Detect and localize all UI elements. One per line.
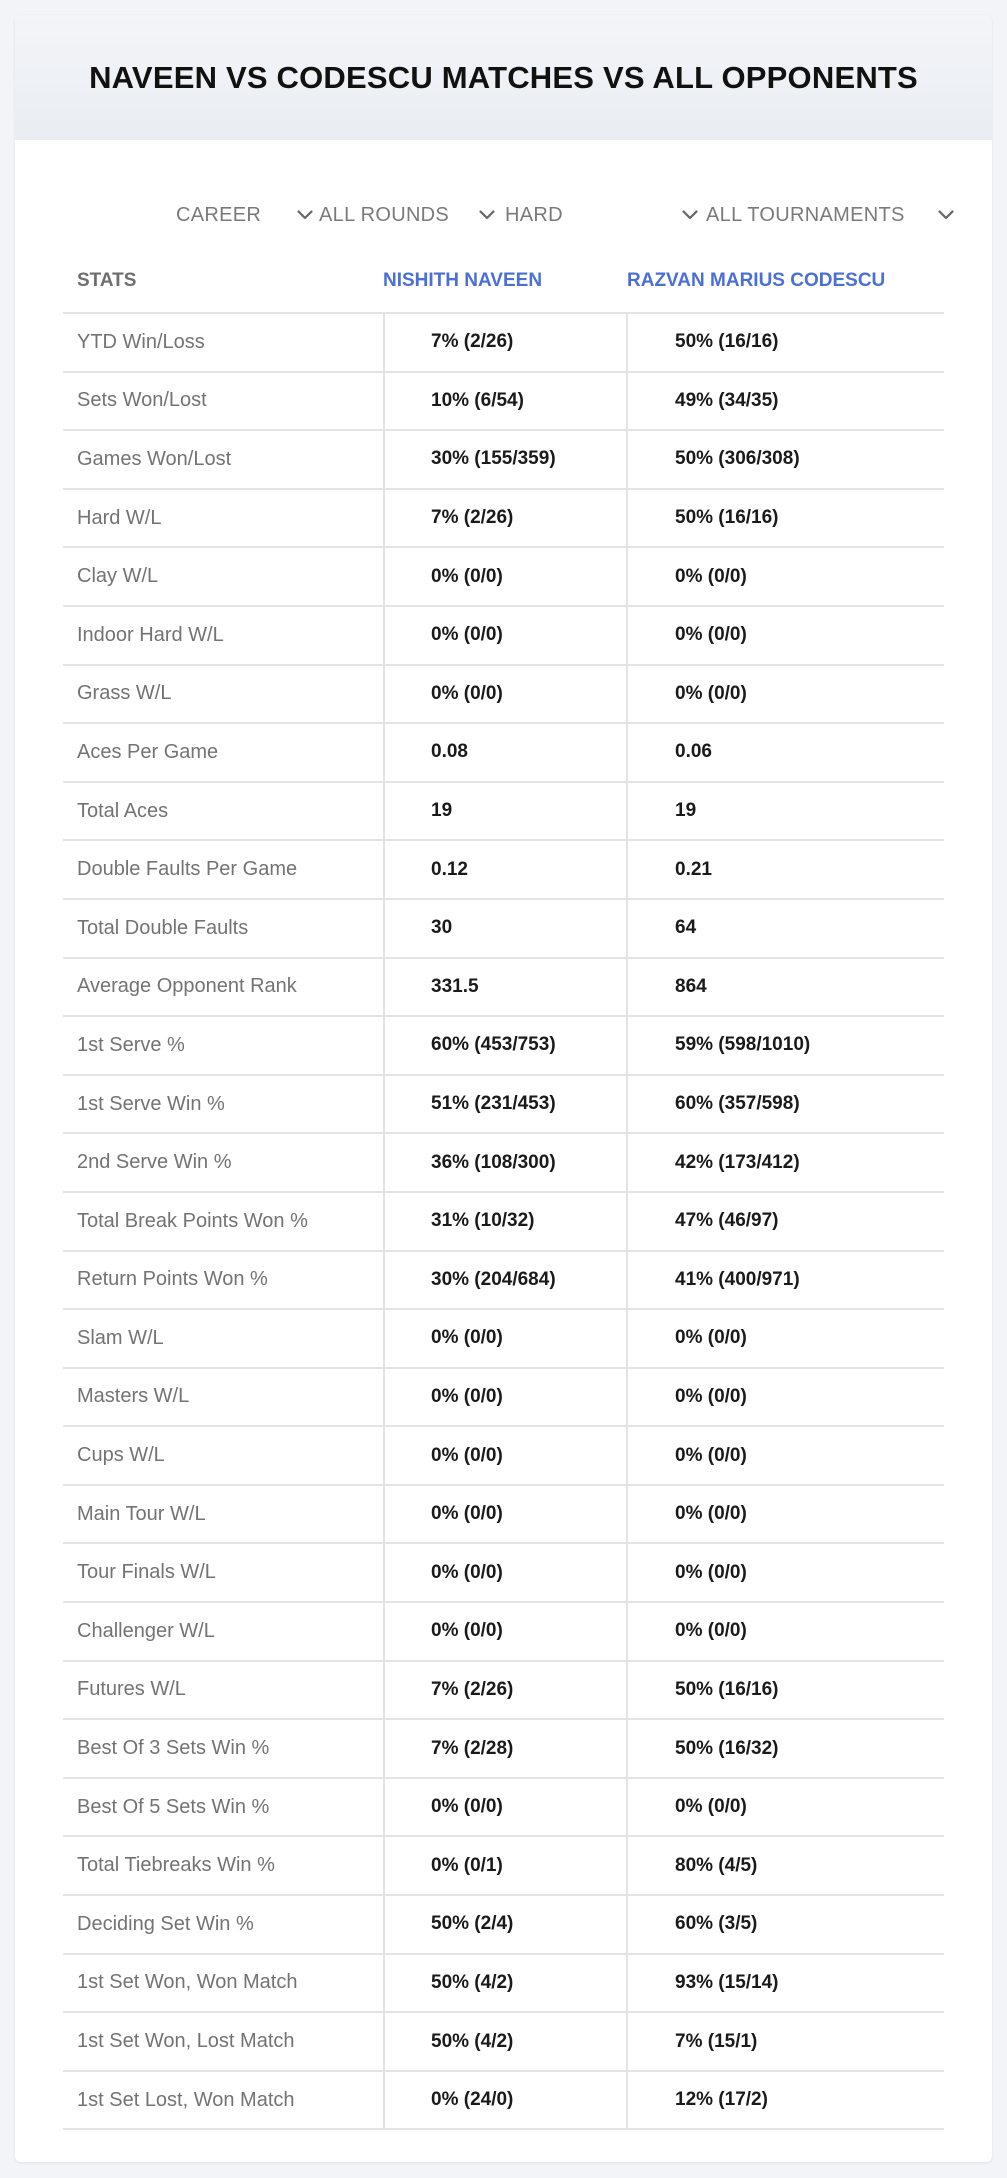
table-row [63, 666, 944, 725]
column-divider [626, 373, 628, 430]
table-row [63, 1252, 944, 1311]
player2-stat-value: 0.21 [675, 858, 712, 880]
column-divider [383, 2072, 385, 2129]
player2-stat-value: 93% (15/14) [675, 1971, 779, 1993]
stats-column-header: STATS [77, 270, 137, 291]
player2-stat-value: 0% (0/0) [675, 1444, 747, 1466]
column-divider [626, 1369, 628, 1426]
player2-stat-value: 80% (4/5) [675, 1854, 758, 1876]
player1-stat-value: 0% (0/1) [431, 1854, 503, 1876]
player2-stat-value: 864 [675, 975, 707, 997]
stat-label: Cups W/L [77, 1444, 165, 1467]
column-divider [626, 1486, 628, 1543]
column-divider [383, 666, 385, 723]
column-divider [626, 1193, 628, 1250]
column-divider [626, 1134, 628, 1191]
table-row [63, 783, 944, 842]
column-divider [383, 1252, 385, 1309]
column-divider [626, 900, 628, 957]
table-row [63, 2013, 944, 2072]
column-divider [383, 724, 385, 781]
player2-stat-value: 47% (46/97) [675, 1210, 779, 1232]
column-divider [383, 1134, 385, 1191]
stat-label: Masters W/L [77, 1385, 190, 1408]
table-row [63, 841, 944, 900]
player1-stat-value: 331.5 [431, 975, 479, 997]
player1-stat-value: 7% (2/26) [431, 1678, 514, 1700]
table-row [63, 1603, 944, 1662]
player2-stat-value: 50% (306/308) [675, 448, 800, 470]
filter-tournament-label: ALL TOURNAMENTS [706, 203, 905, 226]
column-divider [383, 1544, 385, 1601]
player2-stat-value: 59% (598/1010) [675, 1034, 811, 1056]
player1-stat-value: 0% (0/0) [431, 565, 503, 587]
table-row [63, 1779, 944, 1838]
table-header [63, 248, 944, 314]
column-divider [626, 1017, 628, 1074]
table-row [63, 1720, 944, 1779]
player2-stat-value: 60% (357/598) [675, 1093, 800, 1115]
column-divider [626, 1076, 628, 1133]
table-row [63, 548, 944, 607]
column-divider [626, 1310, 628, 1367]
table-row [63, 1017, 944, 1076]
stat-label: Main Tour W/L [77, 1502, 206, 1525]
column-divider [383, 1662, 385, 1719]
stat-label: 1st Serve % [77, 1033, 185, 1056]
column-divider [383, 1369, 385, 1426]
page-title: NAVEEN VS CODESCU MATCHES VS ALL OPPONENTS [89, 59, 918, 95]
player2-stat-value: 50% (16/16) [675, 1678, 779, 1700]
player1-stat-value: 50% (4/2) [431, 2030, 514, 2052]
filter-surface-label: HARD [505, 203, 563, 226]
player2-stat-value: 0% (0/0) [675, 1503, 747, 1525]
column-divider [626, 1544, 628, 1601]
stat-label: Best Of 3 Sets Win % [77, 1737, 270, 1760]
player1-stat-value: 0% (0/0) [431, 1561, 503, 1583]
player2-stat-value: 60% (3/5) [675, 1913, 758, 1935]
player1-stat-value: 51% (231/453) [431, 1093, 556, 1115]
column-divider [383, 783, 385, 840]
filter-round-select[interactable] [319, 190, 496, 240]
player2-stat-value: 49% (34/35) [675, 389, 779, 411]
table-row [63, 959, 944, 1018]
stat-label: Total Double Faults [77, 916, 249, 939]
column-divider [383, 373, 385, 430]
player2-stat-value: 19 [675, 800, 697, 822]
column-divider [626, 1720, 628, 1777]
column-divider [383, 900, 385, 957]
table-row [63, 607, 944, 666]
player1-stat-value: 30% (155/359) [431, 448, 556, 470]
column-divider [626, 1662, 628, 1719]
player1-stat-value: 7% (2/26) [431, 507, 514, 529]
stat-label: Total Aces [77, 799, 169, 822]
table-row [63, 1837, 944, 1896]
stat-label: Slam W/L [77, 1326, 164, 1349]
table-row [63, 431, 944, 490]
column-divider [383, 1486, 385, 1543]
column-divider [626, 1603, 628, 1660]
table-row [63, 1427, 944, 1486]
player1-stat-value: 50% (4/2) [431, 1971, 514, 1993]
player1-stat-value: 0% (0/0) [431, 1444, 503, 1466]
player2-stat-value: 0% (0/0) [675, 565, 747, 587]
column-divider [383, 431, 385, 488]
player1-stat-value: 0% (24/0) [431, 2089, 514, 2111]
player1-stat-value: 0% (0/0) [431, 1796, 503, 1818]
stat-label: Indoor Hard W/L [77, 623, 224, 646]
player2-stat-value: 42% (173/412) [675, 1151, 800, 1173]
player1-stat-value: 19 [431, 800, 453, 822]
column-divider [626, 2072, 628, 2129]
column-divider [383, 1779, 385, 1836]
stat-label: Grass W/L [77, 682, 172, 705]
filter-surface-select[interactable] [505, 190, 699, 240]
player2-stat-value: 50% (16/32) [675, 1737, 779, 1759]
column-divider [626, 1779, 628, 1836]
column-divider [383, 1896, 385, 1953]
column-divider [383, 607, 385, 664]
column-divider [383, 841, 385, 898]
stat-label: Total Tiebreaks Win % [77, 1854, 275, 1877]
player1-stat-value: 30 [431, 917, 453, 939]
column-divider [626, 607, 628, 664]
table-row [63, 724, 944, 783]
column-divider [626, 1837, 628, 1894]
player2-stat-value: 0% (0/0) [675, 1796, 747, 1818]
stat-label: Hard W/L [77, 506, 162, 529]
player2-stat-value: 41% (400/971) [675, 1268, 800, 1290]
stats-card [15, 15, 992, 2162]
player1-stat-value: 0% (0/0) [431, 1385, 503, 1407]
stat-label: Clay W/L [77, 565, 159, 588]
stat-label: 1st Set Lost, Won Match [77, 2088, 295, 2111]
player2-stat-value: 50% (16/16) [675, 507, 779, 529]
column-divider [626, 1427, 628, 1484]
chevron-down-icon [296, 206, 314, 224]
player2-stat-value: 7% (15/1) [675, 2030, 758, 2052]
table-row [63, 1076, 944, 1135]
stat-label: 1st Set Won, Lost Match [77, 2030, 295, 2053]
filter-period-label: CAREER [176, 203, 262, 226]
column-divider [626, 783, 628, 840]
table-row [63, 1369, 944, 1428]
filter-tournament-select[interactable] [706, 190, 955, 240]
column-divider [383, 1837, 385, 1894]
column-divider [383, 1017, 385, 1074]
player1-stat-value: 0% (0/0) [431, 682, 503, 704]
table-row [63, 1134, 944, 1193]
column-divider [626, 1955, 628, 2012]
column-divider [626, 1896, 628, 1953]
stat-label: Average Opponent Rank [77, 975, 297, 998]
player2-stat-value: 0% (0/0) [675, 1327, 747, 1349]
column-divider [383, 1955, 385, 2012]
player1-stat-value: 0% (0/0) [431, 1620, 503, 1642]
column-divider [383, 1427, 385, 1484]
table-row [63, 1486, 944, 1545]
stat-label: Aces Per Game [77, 740, 219, 763]
stat-label: Tour Finals W/L [77, 1561, 216, 1584]
stat-label: 2nd Serve Win % [77, 1151, 232, 1174]
filter-round-label: ALL ROUNDS [319, 203, 450, 226]
player1-stat-value: 0% (0/0) [431, 624, 503, 646]
stat-label: Double Faults Per Game [77, 858, 298, 881]
column-divider [626, 314, 628, 371]
player1-stat-value: 60% (453/753) [431, 1034, 556, 1056]
player1-stat-value: 31% (10/32) [431, 1210, 535, 1232]
player1-stat-value: 10% (6/54) [431, 389, 524, 411]
player1-stat-value: 36% (108/300) [431, 1151, 556, 1173]
filter-bar [15, 190, 992, 240]
player2-stat-value: 0% (0/0) [675, 1385, 747, 1407]
table-row [63, 314, 944, 373]
column-divider [383, 1603, 385, 1660]
player1-stat-value: 30% (204/684) [431, 1268, 556, 1290]
player2-stat-value: 12% (17/2) [675, 2089, 768, 2111]
player2-stat-value: 50% (16/16) [675, 331, 779, 353]
chevron-down-icon [681, 206, 699, 224]
player1-stat-value: 0.08 [431, 741, 468, 763]
column-divider [626, 2013, 628, 2070]
player2-stat-value: 0.06 [675, 741, 712, 763]
player1-stat-value: 0% (0/0) [431, 1503, 503, 1525]
table-row [63, 900, 944, 959]
stat-label: Best Of 5 Sets Win % [77, 1795, 270, 1818]
column-divider [383, 548, 385, 605]
player1-stat-value: 0.12 [431, 858, 468, 880]
table-row [63, 1896, 944, 1955]
column-divider [626, 431, 628, 488]
table-row [63, 1310, 944, 1369]
stat-label: YTD Win/Loss [77, 330, 205, 353]
column-divider [626, 490, 628, 547]
table-row [63, 1955, 944, 2014]
column-divider [626, 1252, 628, 1309]
stats-table [63, 248, 944, 2130]
stat-label: Sets Won/Lost [77, 389, 207, 412]
table-row [63, 1544, 944, 1603]
column-divider [626, 841, 628, 898]
column-divider [626, 666, 628, 723]
stat-label: Challenger W/L [77, 1619, 215, 1642]
player2-stat-value: 0% (0/0) [675, 624, 747, 646]
player2-stat-value: 64 [675, 917, 697, 939]
column-divider [383, 1720, 385, 1777]
column-divider [383, 959, 385, 1016]
chevron-down-icon [937, 206, 955, 224]
player2-name-link[interactable]: RAZVAN MARIUS CODESCU [627, 270, 886, 291]
stat-label: Futures W/L [77, 1678, 186, 1701]
column-divider [383, 1076, 385, 1133]
table-row [63, 490, 944, 549]
table-row [63, 373, 944, 432]
player2-stat-value: 0% (0/0) [675, 1561, 747, 1583]
player2-stat-value: 0% (0/0) [675, 682, 747, 704]
player2-stat-value: 0% (0/0) [675, 1620, 747, 1642]
player1-stat-value: 7% (2/26) [431, 331, 514, 353]
player1-name-link[interactable]: NISHITH NAVEEN [383, 270, 543, 291]
player1-stat-value: 0% (0/0) [431, 1327, 503, 1349]
stat-label: Games Won/Lost [77, 447, 232, 470]
column-divider [383, 1310, 385, 1367]
column-divider [383, 490, 385, 547]
stat-label: Total Break Points Won % [77, 1209, 308, 1232]
column-divider [626, 724, 628, 781]
stat-label: Return Points Won % [77, 1268, 268, 1291]
player1-stat-value: 7% (2/28) [431, 1737, 514, 1759]
table-row [63, 1193, 944, 1252]
column-divider [383, 1193, 385, 1250]
column-divider [626, 548, 628, 605]
card-header [15, 15, 992, 140]
table-row [63, 2072, 944, 2131]
column-divider [383, 314, 385, 371]
stat-label: 1st Serve Win % [77, 1092, 225, 1115]
column-divider [383, 2013, 385, 2070]
stat-label: Deciding Set Win % [77, 1912, 254, 1935]
table-body [63, 314, 944, 2130]
column-divider [626, 959, 628, 1016]
player1-stat-value: 50% (2/4) [431, 1913, 514, 1935]
stat-label: 1st Set Won, Won Match [77, 1971, 298, 1994]
table-row [63, 1662, 944, 1721]
chevron-down-icon [478, 206, 496, 224]
filter-period-select[interactable] [176, 190, 314, 240]
